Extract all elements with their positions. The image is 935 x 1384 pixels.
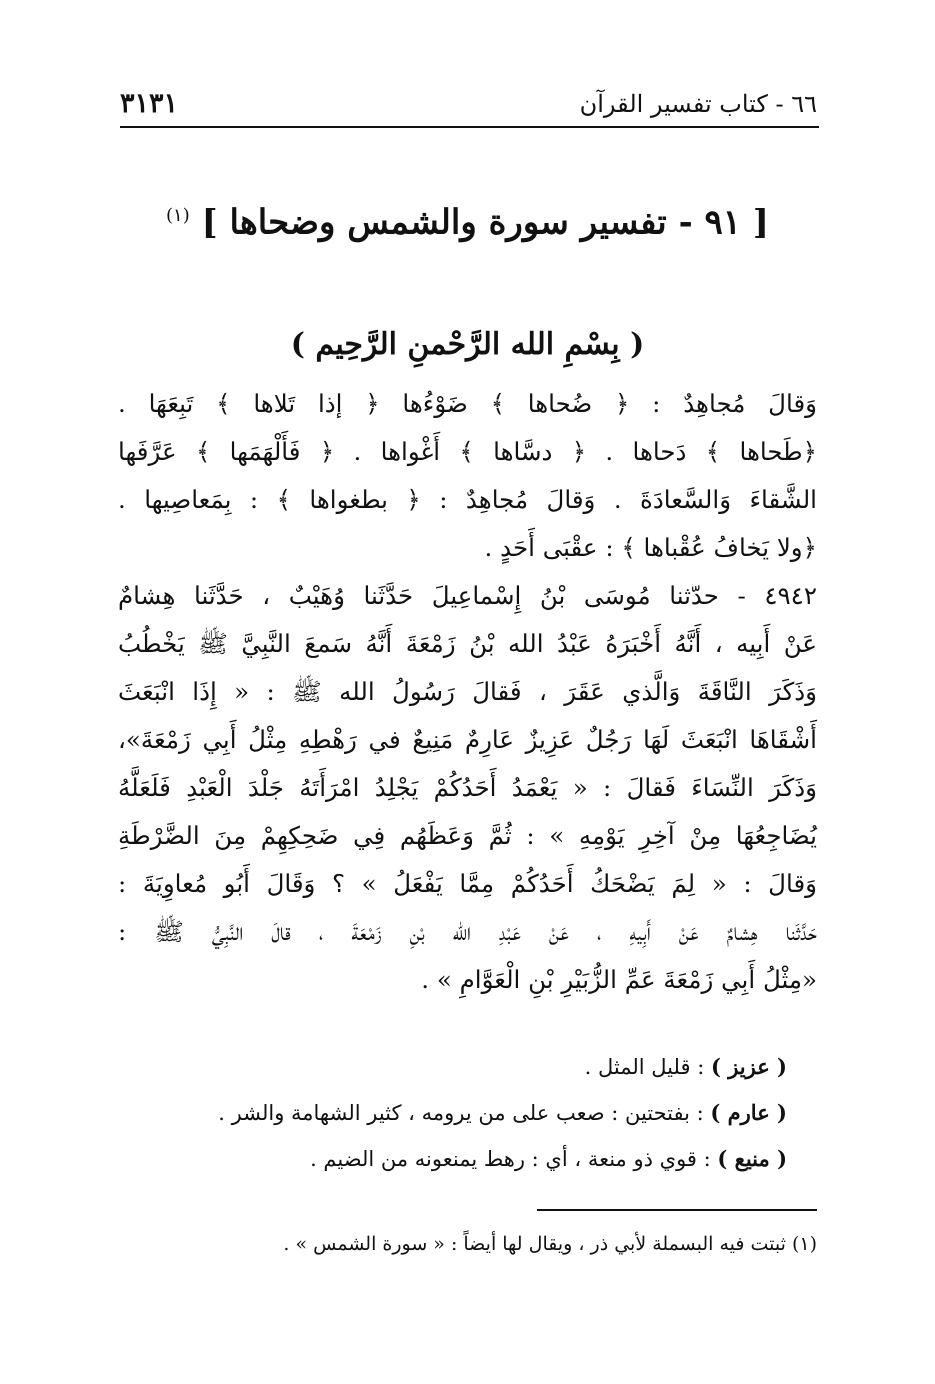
definition-text: : بفتحتين : صعب على من يرومه ، كثير الشهامة والشر .: [218, 1101, 711, 1125]
definition-text: : قوي ذو منعة ، أي : رهط يمنعونه من الضيم .: [310, 1147, 718, 1171]
text-line: يُضَاجِعُهَا مِنْ آخِرِ يَوْمِهِ » : ثُمَّ وَعَظَهُم فِي ضَحِكِهِمْ مِنَ الضَّرْطَةِ: [118, 821, 817, 850]
definition-term: ( منيع ): [717, 1146, 787, 1171]
definitions: [118, 1044, 817, 1182]
definition-term: ( عارم ): [710, 1100, 787, 1125]
text-line: أَشْقَاهَا انْبَعَثَ لَهَا رَجُلٌ عَزِيزٌ عَارِمٌ مَنِيعٌ في رَهْطِهِ مِثْلُ أَبِي زَمْعَةَ»،: [118, 725, 817, 754]
definition-term: ( عزيز ): [710, 1054, 787, 1079]
page-header: [120, 84, 817, 124]
chapter-title: ٦٦ - كتاب تفسير القرآن: [579, 90, 817, 118]
definition-item: [118, 1136, 817, 1182]
footnote-divider: [537, 1209, 817, 1211]
surah-title: [0, 186, 935, 252]
body-text: [118, 380, 817, 1004]
header-divider: [120, 126, 819, 128]
page-number: ٣١٣١: [120, 88, 179, 119]
definition-item: [118, 1044, 817, 1090]
text-line: وَذَكَرَ النَّاقَةَ وَالَّذي عَقَرَ ، فَقالَ رَسُولُ الله ﷺ : « إِذَا انْبَعَثَ: [118, 677, 817, 706]
text-line: وَذَكَرَ النِّسَاءَ فَقالَ : « يَعْمَدُ أَحَدُكُمْ يَجْلِدُ امْرَأَتَهُ جَلْدَ الْعَبْدِ فَلَعَلَّهُ: [118, 773, 817, 802]
surah-title-text: [ ٩١ - تفسير سورة والشمس وضحاها ]: [201, 202, 769, 243]
text-line: وَقالَ مُجاهِدٌ : ﴿ ضُحاها ﴾ ضَوْءُها ﴿ إذا تَلاها ﴾ تَبِعَهَا .: [118, 389, 817, 418]
text-line: الشَّقاءَ وَالسَّعادَةَ . وَقالَ مُجاهِدٌ : ﴿ بطغواها ﴾ : بِمَعاصِيها .: [118, 485, 817, 514]
definition-item: [118, 1090, 817, 1136]
text-line: عَنْ أَبِيه ، أَنَّهُ أَخْبَرَهُ عَبْدُ الله بْنُ زَمْعَةَ أَنَّهُ سَمعَ النَّبِيَّ ﷺ يَخْطُبُ: [118, 629, 817, 658]
title-footnote-marker: (١): [165, 205, 190, 226]
text-line: ﴿ولا يَخافُ عُقْباها ﴾ : عقْبَى أَحَدٍ .: [484, 533, 817, 562]
text-line: ﴿طَحاها ﴾ دَحاها . ﴿ دسَّاها ﴾ أَغْواها . ﴿ فَأَلْهَمَها ﴾ عَرَّفَها: [118, 437, 817, 466]
basmala: ( بِسْمِ الله الرَّحْمنِ الرَّحِيم ): [290, 327, 645, 362]
definition-text: : قليل المثل .: [584, 1055, 711, 1079]
text-line: حَدَّثَنا هِشامٌ عَنْ أَبِيهِ ، عَنْ عَبْدِ الله بْنِ زَمْعَةَ ، قالَ النَّبِيُّ ﷺ :: [118, 917, 817, 946]
footnote: (١) ثبتت فيه البسملة لأبي ذر ، ويقال لها أيضاً : « سورة الشمس » .: [283, 1233, 817, 1255]
text-line: «مِثْلُ أَبِي زَمْعَةَ عَمِّ الزُّبَيْرِ بْنِ الْعَوَّامِ » .: [421, 965, 817, 994]
hadith-number-line: ٤٩٤٢ - حدّثنا مُوسَى بْنُ إِسْماعِيلَ حَدَّثَنا وُهَيْبٌ ، حَدَّثَنا هِشامٌ: [118, 581, 817, 610]
text-line: وَقالَ : « لِمَ يَضْحَكُ أَحَدُكُمْ مِمَّا يَفْعَلُ » ؟ وَقَالَ أَبُو مُعاوِيَةَ :: [118, 869, 817, 898]
